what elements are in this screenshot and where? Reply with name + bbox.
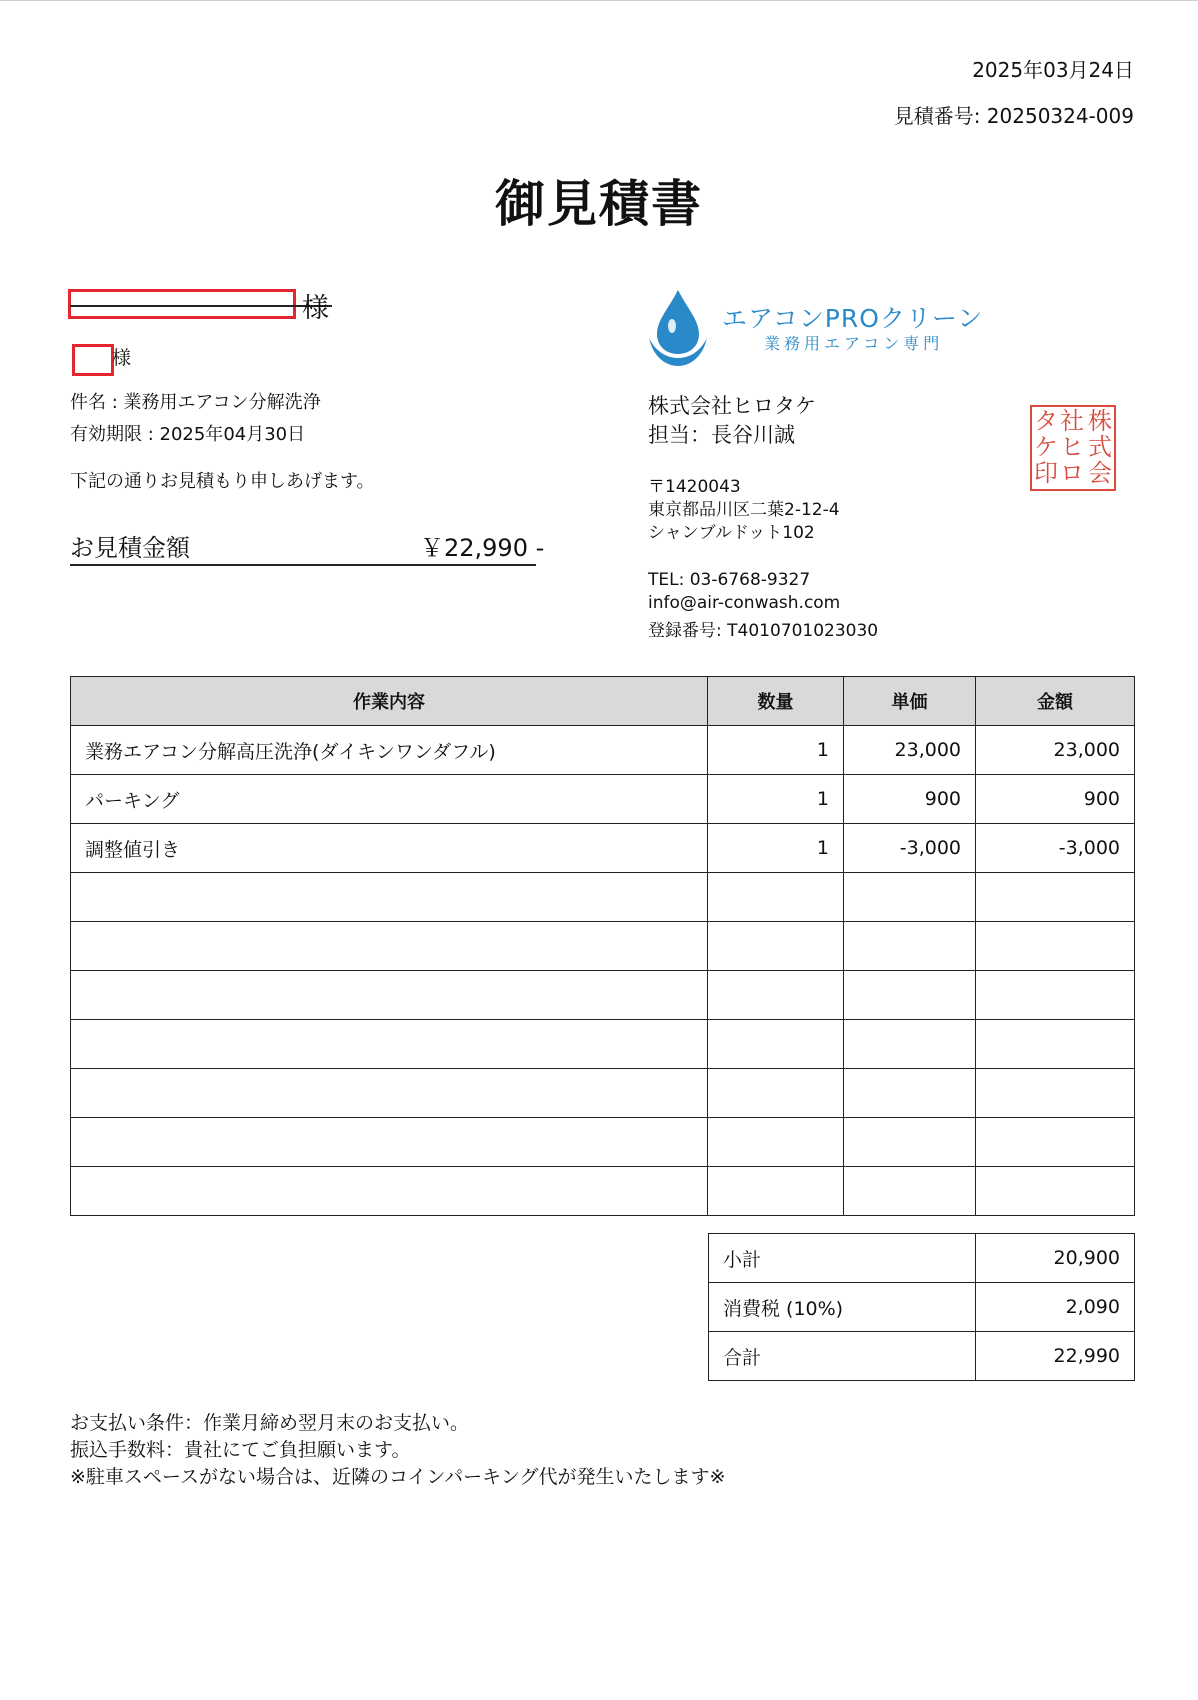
- tax-label: 消費税 (10%): [709, 1283, 976, 1332]
- quote-number: 見積番号: 20250324-009: [893, 104, 1134, 128]
- row-description: [71, 873, 708, 922]
- row-quantity: [708, 1167, 844, 1216]
- header-quantity: 数量: [708, 677, 844, 726]
- total-label: 合計: [709, 1332, 976, 1381]
- contact-honorific: 様: [112, 347, 132, 369]
- table-row: [71, 873, 1135, 922]
- amount-label: お見積金額: [70, 534, 190, 562]
- row-unit-price: [844, 1167, 976, 1216]
- parking-note: ※駐車スペースがない場合は、近隣のコインパーキング代が発生いたします※: [70, 1466, 726, 1488]
- registration-number: 登録番号: T4010701023030: [648, 621, 879, 641]
- redacted-contact-name: [72, 344, 114, 376]
- row-unit-price: [844, 971, 976, 1020]
- address-line-2: シャンブルドット102: [648, 523, 815, 543]
- subtotal-value: 20,900: [976, 1234, 1135, 1283]
- row-quantity: 1: [708, 824, 844, 873]
- row-amount: [976, 971, 1135, 1020]
- subtotal-label: 小計: [709, 1234, 976, 1283]
- page-top-border: [0, 0, 1198, 1]
- amount-value: ￥22,990 -: [420, 534, 545, 562]
- row-unit-price: [844, 1020, 976, 1069]
- customer-name-underline: [70, 305, 332, 307]
- row-description: [71, 1020, 708, 1069]
- row-quantity: [708, 1069, 844, 1118]
- seal-char: 株: [1088, 407, 1112, 435]
- seal-char: ケ: [1034, 433, 1058, 461]
- email: info@air-conwash.com: [648, 593, 841, 613]
- seal-char: ロ: [1060, 459, 1084, 487]
- row-amount: 23,000: [976, 726, 1135, 775]
- row-amount: [976, 922, 1135, 971]
- row-amount: [976, 1069, 1135, 1118]
- intro-message: 下記の通りお見積もり申しあげます。: [70, 471, 375, 492]
- subject: 件名 : 業務用エアコン分解洗浄: [70, 392, 321, 413]
- contact-person: 担当：長谷川誠: [648, 423, 795, 447]
- row-amount: [976, 1020, 1135, 1069]
- row-unit-price: 23,000: [844, 726, 976, 775]
- items-table: [70, 676, 1135, 1216]
- row-description: 業務エアコン分解高圧洗浄(ダイキンワンダフル): [71, 726, 708, 775]
- water-drop-logo-icon: [645, 288, 711, 372]
- table-row: [71, 1167, 1135, 1216]
- row-quantity: [708, 971, 844, 1020]
- table-header-row: [71, 677, 1135, 726]
- subtotal-row: [709, 1234, 1135, 1283]
- row-description: [71, 922, 708, 971]
- seal-char: 社: [1060, 407, 1084, 435]
- tax-row: [709, 1283, 1135, 1332]
- row-unit-price: -3,000: [844, 824, 976, 873]
- row-unit-price: [844, 1069, 976, 1118]
- address-line-1: 東京都品川区二葉2-12-4: [648, 500, 840, 520]
- issue-date: 2025年03月24日: [972, 58, 1134, 82]
- row-description: [71, 971, 708, 1020]
- seal-char: タ: [1034, 407, 1058, 435]
- table-row: [71, 775, 1135, 824]
- total-row: [709, 1332, 1135, 1381]
- header-amount: 金額: [976, 677, 1135, 726]
- seal-char: ヒ: [1060, 433, 1084, 461]
- postal-code: 〒1420043: [648, 477, 741, 497]
- table-row: [71, 824, 1135, 873]
- row-amount: [976, 873, 1135, 922]
- telephone: TEL: 03-6768-9327: [648, 570, 811, 590]
- row-quantity: [708, 922, 844, 971]
- row-amount: 900: [976, 775, 1135, 824]
- document-title: 御見積書: [495, 175, 703, 233]
- row-quantity: 1: [708, 775, 844, 824]
- row-amount: [976, 1167, 1135, 1216]
- row-unit-price: [844, 1118, 976, 1167]
- row-description: 調整値引き: [71, 824, 708, 873]
- transfer-fee-note: 振込手数料：貴社にてご負担願います。: [70, 1439, 411, 1461]
- redacted-customer-name: [68, 289, 296, 319]
- table-row: [71, 1118, 1135, 1167]
- row-description: [71, 1069, 708, 1118]
- totals-table: [708, 1233, 1135, 1381]
- row-quantity: [708, 1020, 844, 1069]
- amount-underline: [70, 564, 536, 566]
- row-description: パーキング: [71, 775, 708, 824]
- row-unit-price: 900: [844, 775, 976, 824]
- row-unit-price: [844, 873, 976, 922]
- table-row: [71, 726, 1135, 775]
- row-amount: -3,000: [976, 824, 1135, 873]
- table-row: [71, 1069, 1135, 1118]
- table-row: [71, 971, 1135, 1020]
- row-unit-price: [844, 922, 976, 971]
- brand-tagline: 業務用エアコン専門: [764, 334, 944, 353]
- valid-until: 有効期限 : 2025年04月30日: [70, 424, 306, 445]
- header-description: 作業内容: [71, 677, 708, 726]
- seal-char: 会: [1088, 459, 1112, 487]
- row-description: [71, 1118, 708, 1167]
- tax-value: 2,090: [976, 1283, 1135, 1332]
- company-seal-stamp: [1030, 405, 1116, 491]
- customer-honorific: 様: [302, 293, 329, 324]
- company-name: 株式会社ヒロタケ: [648, 394, 816, 418]
- row-description: [71, 1167, 708, 1216]
- row-quantity: 1: [708, 726, 844, 775]
- total-value: 22,990: [976, 1332, 1135, 1381]
- row-amount: [976, 1118, 1135, 1167]
- table-row: [71, 1020, 1135, 1069]
- brand-name: エアコンPROクリーン: [722, 304, 984, 333]
- seal-char: 式: [1088, 433, 1112, 461]
- table-row: [71, 922, 1135, 971]
- payment-terms-note: お支払い条件：作業月締め翌月末のお支払い。: [70, 1412, 470, 1434]
- seal-char: 印: [1034, 459, 1058, 487]
- row-quantity: [708, 873, 844, 922]
- row-quantity: [708, 1118, 844, 1167]
- header-unit-price: 単価: [844, 677, 976, 726]
